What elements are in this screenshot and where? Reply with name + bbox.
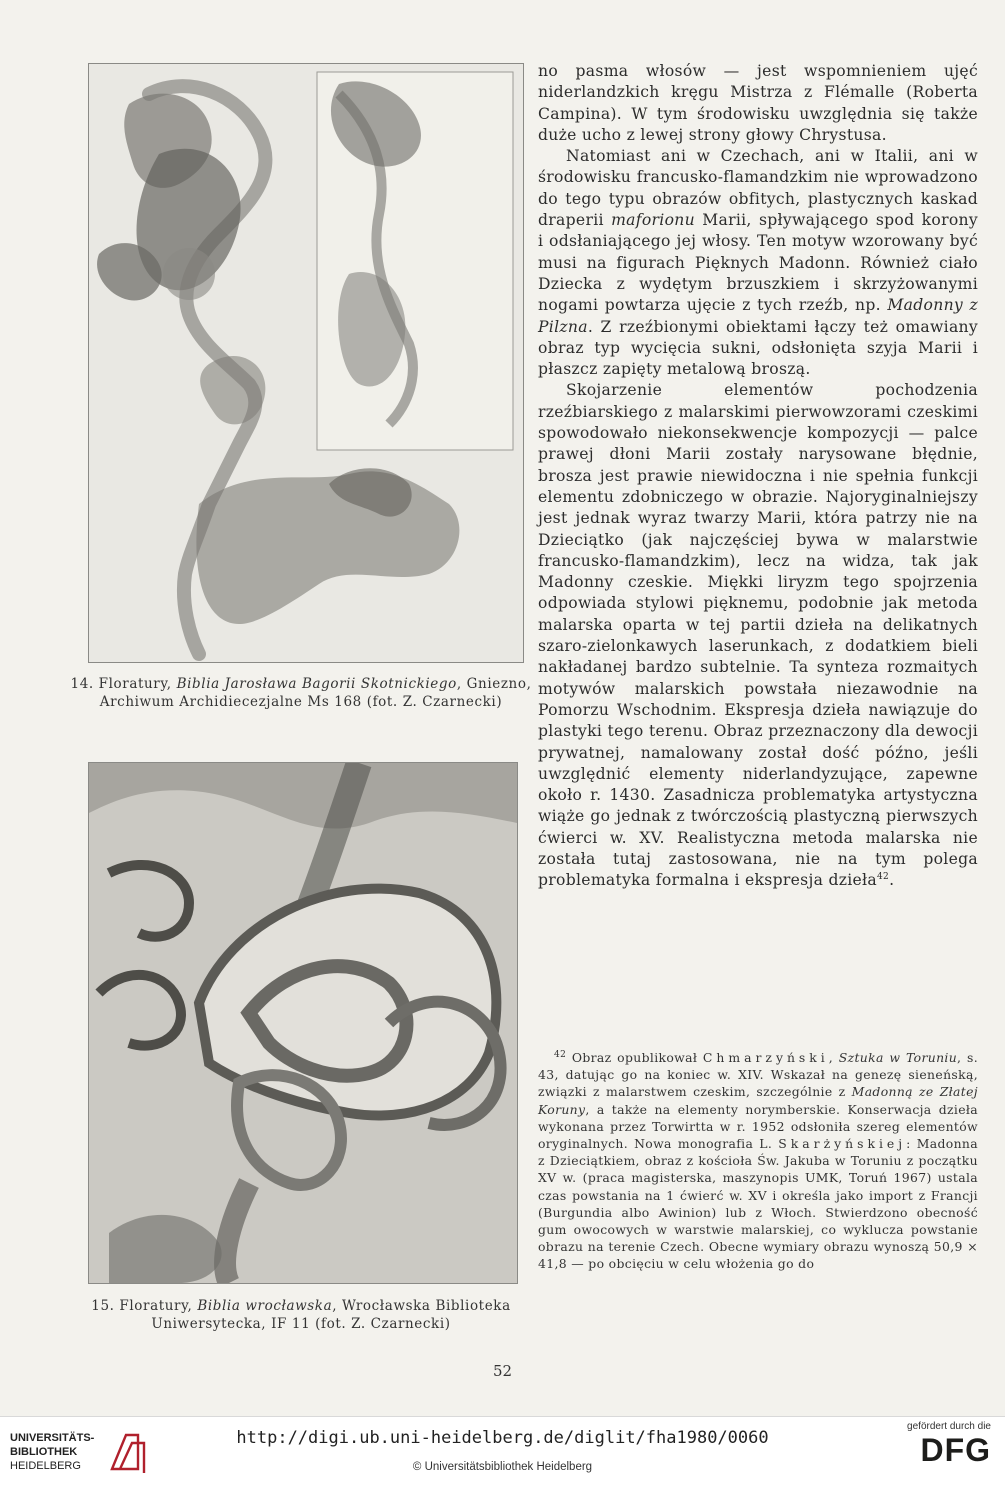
paragraph-3: Skojarzenie elementów pochodzenia rzeźbiarskiego z malarskimi pierwowzorami czeskimi spowodowało niekonsekwencje kompozycji — palce prawej dłoni Marii zostały narysowane błędnie, brosza jest prawie niewidoczna i nie spełnia funkcji elementu zdobniczego w obrazie. Najoryginalniejszy jest jednak wyraz twarzy Marii, która patrzy nie na Dzieciątko (jak najczęściej bywa w malarstwie francusko-flamandzkim), lecz na widza, tak jak Madonny czeskie. Miękki liryzm tego spojrzenia odpowiada stylowi pięknemu, podobnie jak metoda malarska oparta w tej partii dzieła na delikatnych szaro-zielonkawych laserunkach, z dodatkiem bieli nakładanej bardzo subtelnie. Ta synteza rozmaitych motywów malarskich powstała niezawodnie na Pomorzu Wschodnim. Ekspresja dzieła nawiązuje do plastyki tego terenu. Obraz przeznaczony dla dewocji prywatnej, namalowany został dość późno, jeśli uwzględnić elementy niderlandyzujące, zapewne około r. 1430. Zasadnicza problematyka artystyczna wiąże go jednak z twórczością plastyczną pierwszych ćwierci w. XV. Realistyczna metoda malarska nie została tutaj zastosowana, nie na tym polega problematyka formalna i ekspresja dzieła$^{42}$.	[538, 381, 978, 890]
figure-14-image	[88, 63, 524, 663]
library-name: UNIVERSITÄTS- BIBLIOTHEK HEIDELBERG	[10, 1432, 95, 1472]
body-text-column	[538, 61, 978, 892]
funder-text: gefördert durch die	[907, 1421, 991, 1432]
copyright-text: © Universitätsbibliothek Heidelberg	[412, 1461, 593, 1473]
dfg-wordmark: DFG	[920, 1432, 991, 1468]
footnote-42: $^{42}$ Obraz opublikował Chmarzyński, Sztuka w Toruniu, s. 43, datując go na koniec w. XIV. Wskazał na genezę sieneńską, związki z malarstwem czeskim, szczególnie z Madonną ze Złatej Koruny, a także na elementy norymberskie. Konserwacja dzieła wykonana przez Torwirtta w r. 1952 odsłoniła szereg elementów oryginalnych. Nowa monografia L. Skarżyńskiej: Madonna z Dzieciątkiem, obraz z kościoła Św. Jakuba w Toruniu z początku XV w. (praca magisterska, maszynopis UMK, Toruń 1967) ustala czas powstania na 1 ćwierć w. XV i określa jako import z Francji (Burgundia albo Awinion) lub z Włoch. Stwierdzono obecność gum owocowych w warstwie malarskiej, co wyklucza powstanie obrazu na terenie Czech. Obecne wymiary obrazu wynoszą 50,9 × 41,8 — po obcięciu w celu włożenia go do	[538, 1049, 979, 1272]
figure-14-caption: 14. Floratury, Biblia Jarosława Bagorii Skotnickiego, Gniezno, Archiwum Archidiecezjalne Ms 168 (fot. Z. Czarnecki)	[70, 676, 532, 710]
paragraph-1: no pasma włosów — jest wspomnieniem ujęć niderlandzkich kręgu Mistrza z Flémalle (Roberta Campina). W tym środowisku uwzględnia się także duże ucho z lewej strony głowy Chrystusa.	[538, 62, 978, 144]
document-url-link[interactable]: http://digi.ub.uni-heidelberg.de/diglit/fha1980/0060	[236, 1428, 769, 1448]
dfg-logo[interactable]	[895, 1421, 991, 1481]
paragraph-2: Natomiast ani w Czechach, ani w Italii, ani w środowisku francusko-flamandzkim nie wprowadzono do tego typu obrazów obfitych, plastycznych kaskad draperii maforionu Marii, spływającego spod korony i odsłaniającego jej włosy. Ten motyw wzorowany być musi na figurach Pięknych Madonn. Również ciało Dziecka z wydętym brzuszkiem i skrzyżowanymi nogami powtarza ujęcie z tych rzeźb, np. Madonny z Pilzna. Z rzeźbionymi obiektami łączy też omawiany obraz typ wycięcia sukni, odsłonięta szyja Marii i płaszcz zapięty metalową broszą.	[538, 147, 979, 379]
footnote-ref: 42	[877, 872, 890, 883]
figure-15-image	[88, 762, 518, 1284]
page-number: 52	[492, 1362, 513, 1380]
figure-15-caption: 15. Floratury, Biblia wrocławska, Wrocławska Biblioteka Uniwersytecka, IF 11 (fot. Z. Czarnecki)	[91, 1298, 511, 1332]
footer-bar	[0, 1416, 1005, 1485]
